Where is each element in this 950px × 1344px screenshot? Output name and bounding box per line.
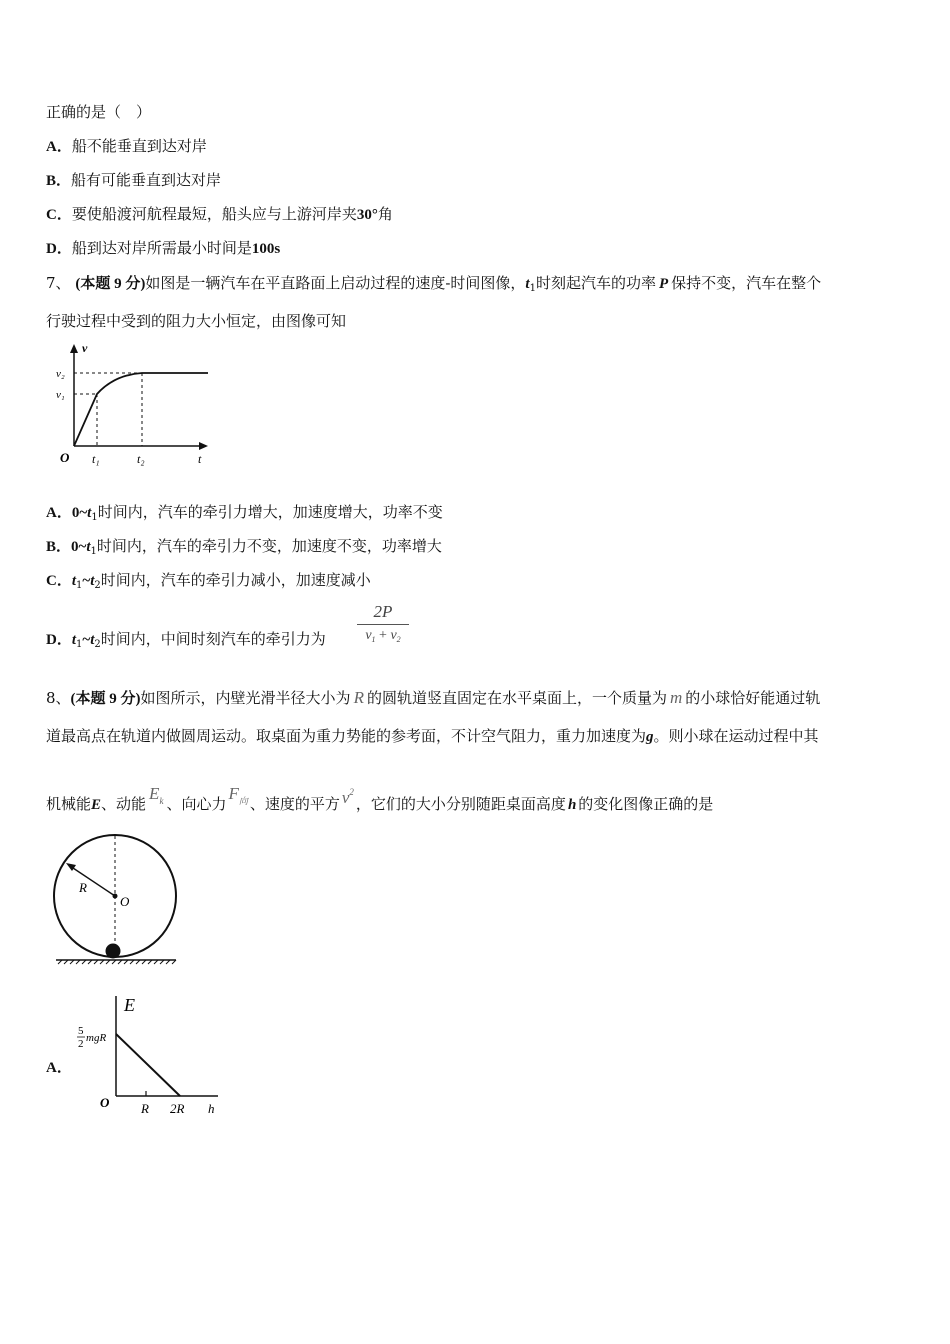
den-v2: v [390, 628, 397, 643]
frac-num: 5 [78, 1025, 84, 1037]
q8-text-a: 如图所示，内壁光滑半径大小为 [140, 689, 351, 707]
e-label: E [124, 995, 135, 1015]
t2-label: t₂ [137, 452, 145, 466]
question-number: 7、 [46, 274, 71, 292]
option-text: 时间内，汽车的牵引力增大，加速度增大，功率不变 [97, 503, 443, 521]
option-letter: B． [46, 539, 72, 555]
origin-label: O [60, 450, 70, 465]
q8-stem-line2 [46, 726, 819, 747]
q7-text-c: 保持不变，汽车在整个 [671, 274, 822, 292]
q6-option-d[interactable] [46, 238, 280, 259]
var-h: h [567, 797, 577, 813]
var-t: t [90, 573, 95, 589]
q6-stem-end-text: 正确的是（ ） [46, 103, 152, 121]
f-sub: 向 [238, 796, 248, 806]
q6-option-b[interactable] [46, 170, 221, 191]
2r-label: 2R [170, 1101, 185, 1116]
angle-value: 30° [356, 207, 378, 223]
q8-option-a[interactable] [46, 1057, 72, 1078]
q8-text-3e: ，它们的大小分别随距桌面高度 [355, 795, 566, 813]
option-text: 时间内，汽车的牵引力减小，加速度减小 [100, 571, 371, 589]
f-letter: F [228, 784, 239, 803]
v-letter: v [341, 788, 350, 807]
var-e: E [91, 797, 102, 813]
den-sub1: 1 [371, 635, 376, 644]
h-label: h [208, 1101, 215, 1116]
option-letter: B． [46, 173, 72, 189]
option-text: 时间内，中间时刻汽车的牵引力为 [100, 630, 326, 648]
subscript: 2 [94, 639, 101, 650]
q8-text-3b: 、动能 [101, 795, 147, 813]
tilde: ~ [82, 632, 91, 648]
q8-stem-line1 [46, 688, 820, 709]
t-label: t [198, 452, 202, 466]
q8-text-b: 的圆轨道竖直固定在水平桌面上，一个质量为 [366, 689, 667, 707]
q7-stem-line1 [46, 273, 821, 294]
var-m: m [669, 688, 683, 707]
radius-label: R [79, 880, 87, 895]
radius-line [70, 866, 115, 896]
fraction-bar [357, 624, 409, 625]
subscript: 1 [90, 546, 97, 557]
var-t: t [71, 573, 77, 589]
var-p: P [658, 276, 669, 292]
den-sub2: 2 [396, 635, 401, 644]
q8-text-3c: 、向心力 [166, 795, 227, 813]
q8-text-3d: 、速度的平方 [249, 795, 340, 813]
velocity-time-graph [52, 338, 216, 470]
q6-stem-end [46, 102, 151, 122]
frac-den: 2 [78, 1038, 84, 1050]
ek-letter: E [149, 784, 160, 803]
v2-label: v₂ [56, 368, 65, 380]
den-v1: v [365, 628, 372, 643]
question-score: (本题 9 分) [75, 276, 146, 292]
origin-label: O [100, 1095, 110, 1110]
question-score: (本题 9 分) [70, 691, 141, 707]
q7-stem-line2 [46, 311, 346, 331]
t-axis-arrow [199, 442, 208, 450]
q8-text-c: 的小球恰好能通过轨 [685, 689, 821, 707]
var-t: t [90, 632, 95, 648]
option-letter: A． [46, 505, 72, 521]
r-label: R [141, 1101, 149, 1116]
option-letter: A． [46, 139, 72, 155]
q7-text-a: 如图是一辆汽车在平直路面上启动过程的速度-时间图像， [145, 274, 526, 292]
q8-text-3f: 的变化图像正确的是 [578, 795, 714, 813]
subscript: 1 [91, 512, 98, 523]
option-prefix: 0~ [71, 505, 88, 521]
v-sup: 2 [349, 787, 354, 797]
q7-option-b[interactable] [46, 536, 442, 557]
q7-option-a[interactable] [46, 502, 443, 523]
var-f [228, 784, 248, 806]
option-text: 船有可能垂直到达对岸 [71, 171, 222, 189]
option-text-end: 角 [377, 205, 393, 223]
option-text: 船不能垂直到达对岸 [71, 137, 207, 155]
q8-text-line2b: 。则小球在运动过程中其 [653, 727, 819, 745]
var-r: R [353, 688, 364, 707]
q8-text-line2a: 道最高点在轨道内做圆周运动。取桌面为重力势能的参考面，不计空气阻力，重力加速度为 [46, 727, 647, 745]
circular-track-figure [52, 832, 182, 968]
var-t: t [86, 539, 91, 555]
subscript: 1 [76, 639, 83, 650]
fraction-numerator: 2P [373, 602, 393, 621]
subscript: 1 [76, 580, 83, 591]
q7-text-line2: 行驶过程中受到的阻力大小恒定，由图像可知 [46, 312, 347, 330]
ball [106, 944, 121, 959]
q6-option-c[interactable] [46, 204, 393, 225]
var-t: t [87, 505, 92, 521]
q7-option-d[interactable] [46, 629, 326, 650]
den-plus: + [375, 628, 391, 643]
option-letter: A． [46, 1060, 72, 1076]
var-v2 [342, 788, 354, 807]
option-letter: C． [46, 207, 72, 223]
question-number: 8、 [46, 689, 71, 707]
option-letter: D． [46, 632, 72, 648]
fraction-denominator [357, 627, 409, 649]
var-t: t [525, 276, 530, 292]
mgr-label: mgR [86, 1032, 107, 1044]
tilde: ~ [82, 573, 91, 589]
v1-label: v₁ [56, 389, 65, 401]
var-t: t [71, 632, 77, 648]
time-value: 100s [251, 241, 281, 257]
q7-option-c[interactable] [46, 570, 371, 591]
ek-sub: k [159, 796, 164, 806]
var-ek [149, 784, 164, 806]
option-text: 要使船渡河航程最短，船头应与上游河岸夹 [71, 205, 357, 223]
force-fraction [357, 601, 409, 649]
option-text: 时间内，汽车的牵引力不变，加速度不变，功率增大 [96, 537, 442, 555]
subscript: 2 [94, 580, 101, 591]
energy-line [116, 1034, 180, 1096]
var-g: g [646, 729, 654, 745]
option-a-graph [74, 990, 224, 1118]
q6-option-a[interactable] [46, 136, 207, 157]
option-letter: C． [46, 573, 72, 589]
q8-text-3a: 机械能 [46, 795, 92, 813]
q7-text-b: 时刻起汽车的功率 [535, 274, 656, 292]
option-text: 船到达对岸所需最小时间是 [71, 239, 252, 257]
center-label: O [120, 894, 130, 909]
v-label: v [82, 341, 88, 355]
t1-label: t₁ [92, 452, 100, 466]
option-prefix: 0~ [71, 539, 87, 555]
option-letter: D． [46, 241, 72, 257]
q8-stem-line3 [46, 784, 714, 821]
v-axis-arrow [70, 344, 78, 353]
subscript: 1 [529, 283, 536, 294]
velocity-curve [74, 373, 208, 446]
